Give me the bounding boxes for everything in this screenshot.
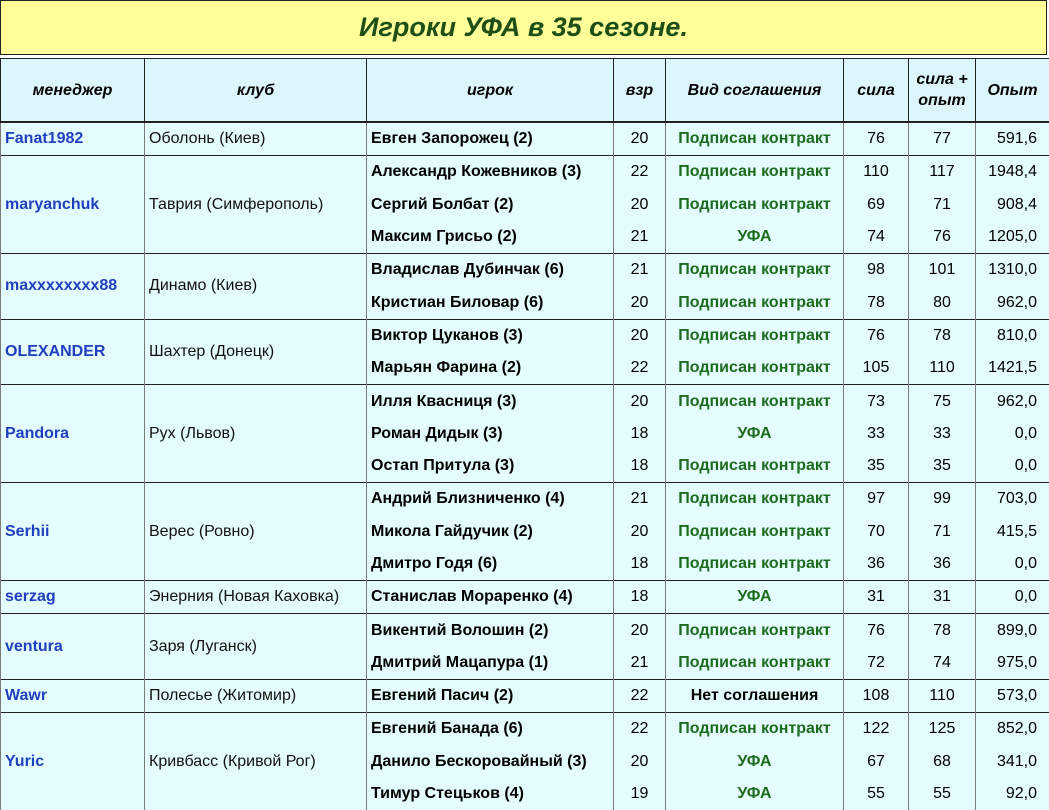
header-power-exp	[909, 59, 976, 123]
age-cell: 20	[614, 614, 666, 647]
experience-cell: 810,0	[976, 319, 1049, 352]
experience-cell: 1948,4	[976, 156, 1049, 189]
power-exp-cell: 101	[909, 254, 976, 287]
header-power-exp-line2: опыт	[918, 92, 965, 109]
header-age: взр	[614, 59, 666, 123]
power-exp-cell: 110	[909, 680, 976, 713]
player-cell: Александр Кожевников (3)	[367, 156, 614, 189]
age-cell: 20	[614, 189, 666, 221]
deal-cell: Подписан контракт	[666, 483, 844, 516]
power-exp-cell: 33	[909, 418, 976, 450]
deal-cell: Подписан контракт	[666, 548, 844, 581]
power-cell: 76	[844, 614, 909, 647]
deal-cell: Подписан контракт	[666, 516, 844, 548]
table-row	[1, 156, 1049, 189]
power-exp-cell: 35	[909, 450, 976, 483]
power-cell: 78	[844, 286, 909, 319]
header-row	[1, 59, 1049, 123]
manager-cell: maryanchuk	[1, 156, 145, 254]
power-exp-cell: 36	[909, 548, 976, 581]
age-cell: 19	[614, 778, 666, 810]
age-cell: 22	[614, 713, 666, 746]
player-cell: Тимур Стецьков (4)	[367, 778, 614, 810]
club-cell: Заря (Луганск)	[145, 614, 367, 680]
player-cell: Кристиан Биловар (6)	[367, 286, 614, 319]
power-exp-cell: 31	[909, 581, 976, 614]
manager-cell: Yuric	[1, 713, 145, 810]
age-cell: 21	[614, 221, 666, 254]
age-cell: 22	[614, 352, 666, 385]
age-cell: 20	[614, 385, 666, 418]
power-cell: 105	[844, 352, 909, 385]
club-cell: Кривбасс (Кривой Рог)	[145, 713, 367, 810]
club-cell: Динамо (Киев)	[145, 254, 367, 320]
power-cell: 122	[844, 713, 909, 746]
player-cell: Владислав Дубинчак (6)	[367, 254, 614, 287]
age-cell: 21	[614, 483, 666, 516]
experience-cell: 908,4	[976, 189, 1049, 221]
experience-cell: 703,0	[976, 483, 1049, 516]
club-cell: Таврия (Симферополь)	[145, 156, 367, 254]
table-row	[1, 680, 1049, 713]
power-cell: 67	[844, 746, 909, 778]
power-exp-cell: 125	[909, 713, 976, 746]
power-exp-cell: 74	[909, 647, 976, 680]
player-cell: Максим Грисьо (2)	[367, 221, 614, 254]
power-cell: 35	[844, 450, 909, 483]
header-power-exp-line1: сила +	[916, 71, 967, 88]
power-exp-cell: 55	[909, 778, 976, 810]
power-cell: 55	[844, 778, 909, 810]
club-cell: Полесье (Житомир)	[145, 680, 367, 713]
power-cell: 110	[844, 156, 909, 189]
power-cell: 108	[844, 680, 909, 713]
power-exp-cell: 80	[909, 286, 976, 319]
power-exp-cell: 117	[909, 156, 976, 189]
table-row	[1, 581, 1049, 614]
club-cell: Верес (Ровно)	[145, 483, 367, 581]
deal-cell: Подписан контракт	[666, 614, 844, 647]
player-cell: Евгений Банада (6)	[367, 713, 614, 746]
age-cell: 18	[614, 418, 666, 450]
age-cell: 21	[614, 254, 666, 287]
manager-cell: maxxxxxxxx88	[1, 254, 145, 320]
player-cell: Данило Бескоровайный (3)	[367, 746, 614, 778]
deal-cell: Нет соглашения	[666, 680, 844, 713]
deal-cell: Подписан контракт	[666, 286, 844, 319]
power-exp-cell: 68	[909, 746, 976, 778]
power-cell: 97	[844, 483, 909, 516]
deal-cell: УФА	[666, 746, 844, 778]
experience-cell: 852,0	[976, 713, 1049, 746]
deal-cell: Подписан контракт	[666, 122, 844, 156]
header-experience: Опыт	[976, 59, 1049, 123]
power-exp-cell: 71	[909, 516, 976, 548]
power-exp-cell: 77	[909, 122, 976, 156]
power-cell: 76	[844, 319, 909, 352]
experience-cell: 0,0	[976, 548, 1049, 581]
deal-cell: Подписан контракт	[666, 647, 844, 680]
table-row	[1, 614, 1049, 647]
players-table	[0, 58, 1049, 810]
experience-cell: 573,0	[976, 680, 1049, 713]
experience-cell: 0,0	[976, 581, 1049, 614]
header-manager: менеджер	[1, 59, 145, 123]
header-power: сила	[844, 59, 909, 123]
table-row	[1, 254, 1049, 287]
header-club: клуб	[145, 59, 367, 123]
age-cell: 20	[614, 122, 666, 156]
age-cell: 20	[614, 286, 666, 319]
club-cell: Энерния (Новая Каховка)	[145, 581, 367, 614]
deal-cell: Подписан контракт	[666, 189, 844, 221]
deal-cell: Подписан контракт	[666, 713, 844, 746]
power-cell: 73	[844, 385, 909, 418]
header-deal: Вид соглашения	[666, 59, 844, 123]
manager-cell: Fanat1982	[1, 122, 145, 156]
table-row	[1, 385, 1049, 418]
experience-cell: 0,0	[976, 450, 1049, 483]
age-cell: 18	[614, 581, 666, 614]
power-exp-cell: 75	[909, 385, 976, 418]
power-exp-cell: 78	[909, 319, 976, 352]
deal-cell: УФА	[666, 581, 844, 614]
manager-cell: serzag	[1, 581, 145, 614]
power-cell: 33	[844, 418, 909, 450]
age-cell: 20	[614, 746, 666, 778]
power-cell: 36	[844, 548, 909, 581]
manager-cell: ventura	[1, 614, 145, 680]
player-cell: Викентий Волошин (2)	[367, 614, 614, 647]
player-cell: Дмитро Годя (6)	[367, 548, 614, 581]
player-cell: Остап Притула (3)	[367, 450, 614, 483]
deal-cell: Подписан контракт	[666, 450, 844, 483]
deal-cell: УФА	[666, 778, 844, 810]
power-exp-cell: 71	[909, 189, 976, 221]
deal-cell: Подписан контракт	[666, 254, 844, 287]
experience-cell: 0,0	[976, 418, 1049, 450]
age-cell: 18	[614, 450, 666, 483]
player-cell: Илля Квасниця (3)	[367, 385, 614, 418]
table-body	[1, 122, 1049, 810]
power-cell: 31	[844, 581, 909, 614]
player-cell: Марьян Фарина (2)	[367, 352, 614, 385]
power-cell: 74	[844, 221, 909, 254]
age-cell: 18	[614, 548, 666, 581]
age-cell: 20	[614, 319, 666, 352]
deal-cell: УФА	[666, 221, 844, 254]
player-cell: Микола Гайдучик (2)	[367, 516, 614, 548]
experience-cell: 341,0	[976, 746, 1049, 778]
club-cell: Оболонь (Киев)	[145, 122, 367, 156]
club-cell: Шахтер (Донецк)	[145, 319, 367, 385]
power-cell: 98	[844, 254, 909, 287]
deal-cell: Подписан контракт	[666, 156, 844, 189]
deal-cell: Подписан контракт	[666, 319, 844, 352]
table-row	[1, 319, 1049, 352]
age-cell: 20	[614, 516, 666, 548]
header-player: игрок	[367, 59, 614, 123]
age-cell: 22	[614, 680, 666, 713]
deal-cell: Подписан контракт	[666, 352, 844, 385]
power-exp-cell: 76	[909, 221, 976, 254]
deal-cell: Подписан контракт	[666, 385, 844, 418]
experience-cell: 962,0	[976, 286, 1049, 319]
page-title: Игроки УФА в 35 сезоне.	[0, 0, 1047, 55]
player-cell: Евген Запорожец (2)	[367, 122, 614, 156]
power-cell: 72	[844, 647, 909, 680]
experience-cell: 975,0	[976, 647, 1049, 680]
table-row	[1, 122, 1049, 156]
experience-cell: 899,0	[976, 614, 1049, 647]
manager-cell: Serhii	[1, 483, 145, 581]
experience-cell: 1310,0	[976, 254, 1049, 287]
deal-cell: УФА	[666, 418, 844, 450]
experience-cell: 591,6	[976, 122, 1049, 156]
player-cell: Евгений Пасич (2)	[367, 680, 614, 713]
power-cell: 70	[844, 516, 909, 548]
age-cell: 21	[614, 647, 666, 680]
experience-cell: 962,0	[976, 385, 1049, 418]
player-cell: Станислав Мораренко (4)	[367, 581, 614, 614]
player-cell: Андрий Близниченко (4)	[367, 483, 614, 516]
experience-cell: 1421,5	[976, 352, 1049, 385]
power-cell: 76	[844, 122, 909, 156]
player-cell: Сергий Болбат (2)	[367, 189, 614, 221]
player-cell: Виктор Цуканов (3)	[367, 319, 614, 352]
experience-cell: 415,5	[976, 516, 1049, 548]
table-row	[1, 713, 1049, 746]
player-cell: Дмитрий Мацапура (1)	[367, 647, 614, 680]
power-exp-cell: 99	[909, 483, 976, 516]
manager-cell: OLEXANDER	[1, 319, 145, 385]
experience-cell: 1205,0	[976, 221, 1049, 254]
table-row	[1, 483, 1049, 516]
experience-cell: 92,0	[976, 778, 1049, 810]
manager-cell: Wawr	[1, 680, 145, 713]
power-exp-cell: 110	[909, 352, 976, 385]
power-exp-cell: 78	[909, 614, 976, 647]
age-cell: 22	[614, 156, 666, 189]
manager-cell: Pandora	[1, 385, 145, 483]
power-cell: 69	[844, 189, 909, 221]
player-cell: Роман Дидык (3)	[367, 418, 614, 450]
club-cell: Рух (Львов)	[145, 385, 367, 483]
